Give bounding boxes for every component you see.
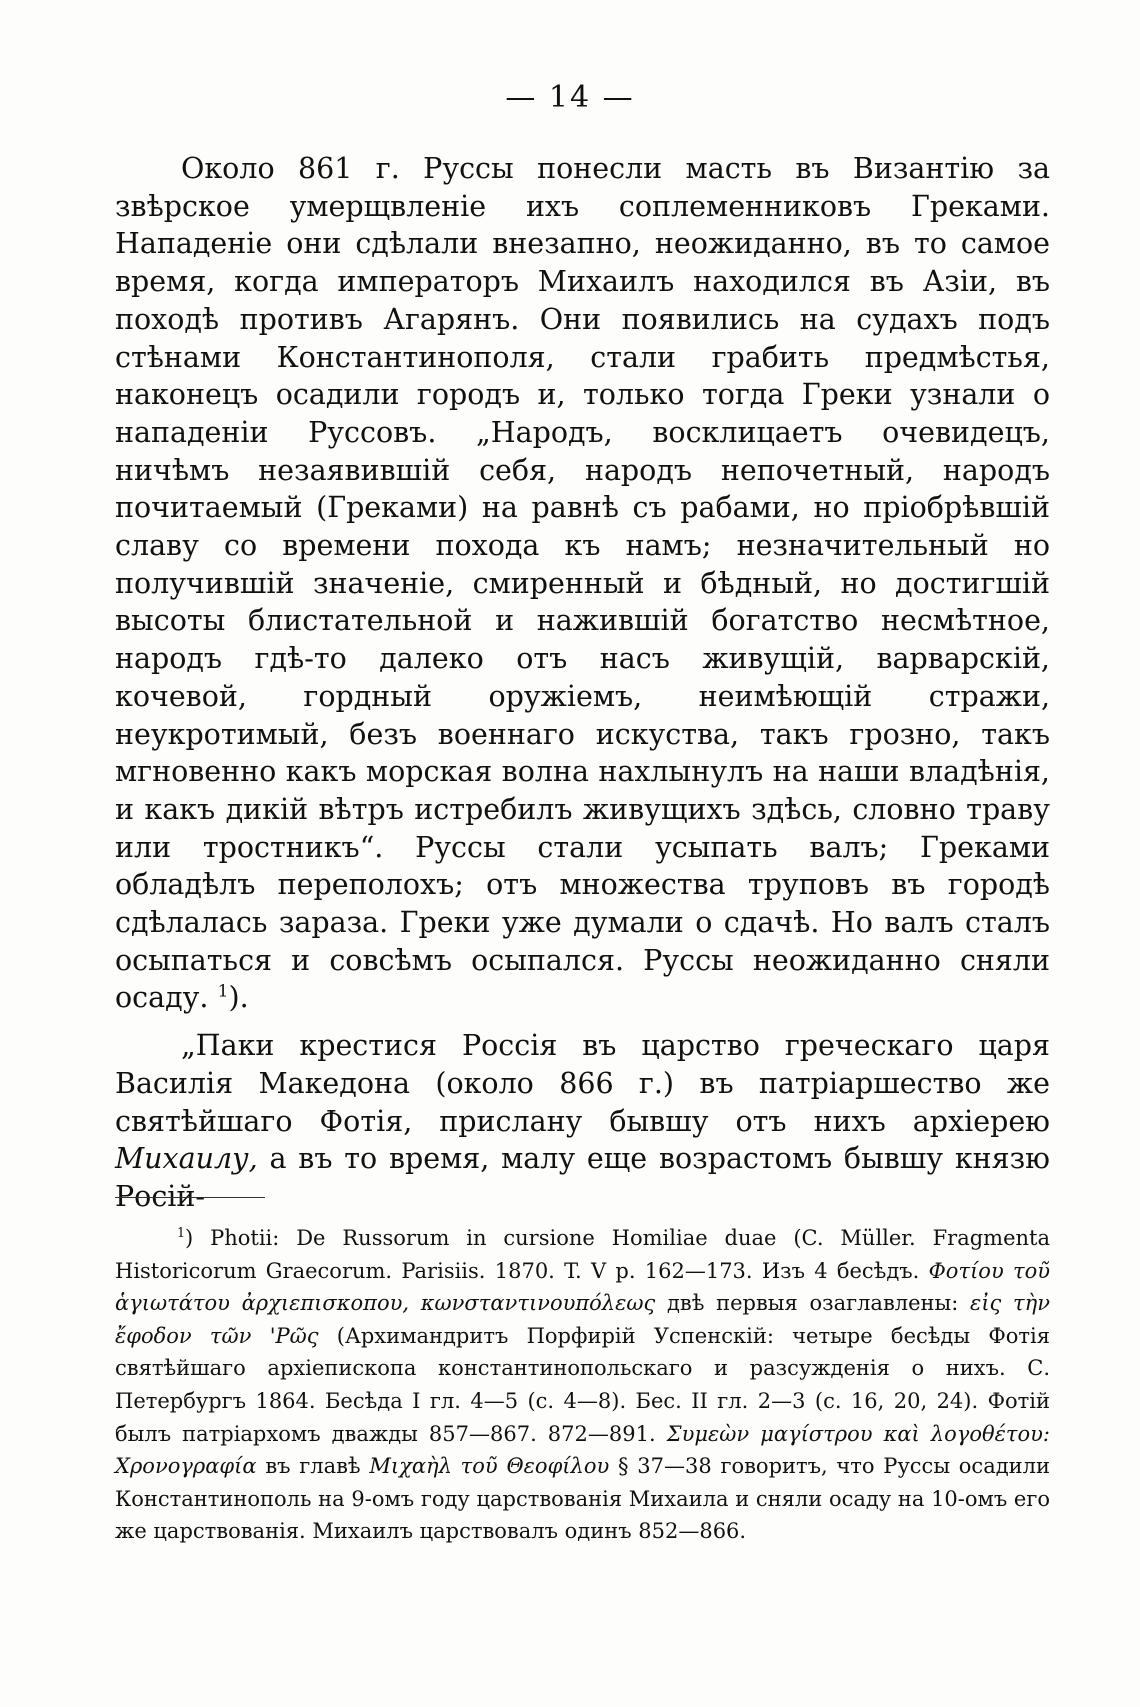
main-text bbox=[115, 150, 1050, 1216]
footnote-text-5: § 37—38 говоритъ, что Руссы осадили Константинополь на 9-омъ году царствованія Михаила и сняли осаду на 10-омъ его же царствованія. Михаилъ царствовалъ одинъ 852—866. bbox=[115, 1454, 1050, 1544]
footnote-divider bbox=[115, 1197, 265, 1198]
paragraph-1 bbox=[115, 150, 1050, 1017]
footnote-text-3: (Архимандритъ Порфирій Успенскій: четыре бесѣды Фотія святѣйшаго архіепископа константинопольскаго и разсужденія о нихъ. С. Петербургъ 1864. Бесѣда I гл. 4—5 (с. 4—8). Бес. II гл. 2—3 (с. 16, 20, 24). Фотій былъ патріархомъ дважды 857—867. 872—891. bbox=[115, 1323, 1050, 1446]
footnote-greek-2: εἰς τὴν ἔφοδον τῶν 'Ρῶς bbox=[115, 1291, 1050, 1348]
footnote-greek-1: Φοτίου τοῦ ἁγιωτάτου ἀρχιεπισκοπου, κωνσταντινουπόλεως bbox=[115, 1258, 1050, 1316]
paragraph-2 bbox=[115, 1027, 1050, 1216]
page-number: — 14 — bbox=[505, 80, 635, 115]
footnote-paragraph bbox=[115, 1222, 1050, 1548]
footnote-text-1: ) Photii: De Russorum in cursione Homiliae duae (C. Müller. Fragmenta Historicorum Graecorum. Parisiis. 1870. T. V p. 162—173. Изъ 4 бесѣдъ. bbox=[115, 1226, 1050, 1283]
paragraph-2-text: „Паки крестися Россія въ царство греческаго царя Василія Македона (около 866 г.) въ патріаршество же святѣйшаго Фотія, прислану бывшу отъ нихъ архіерею bbox=[115, 1029, 1050, 1138]
footnote-mark: 1 bbox=[177, 1225, 186, 1240]
paragraph-2-name: Михаилу, bbox=[115, 1142, 258, 1176]
footnote-greek-3: Συμεὼν μαγίστρου καὶ λογοθέτου: Χρονογραφία bbox=[115, 1421, 1050, 1479]
paragraph-1-text: Около 861 г. Руссы понесли масть въ Византію за звѣрское умерщвленіе ихъ соплеменниковъ Греками. Нападеніе они сдѣлали внезапно, неожиданно, въ то самое время, когда императоръ Михаилъ находился въ Азіи, въ походѣ противъ Агарянъ. Они появились на судахъ подъ стѣнами Константинополя, стали грабить предмѣстья, наконецъ осадили городъ и, только тогда Греки узнали о нападеніи Руссовъ. „Народъ, восклицаетъ очевидецъ, ничѣмъ незаявившій себя, народъ непочетный, народъ почитаемый (Греками) на равнѣ съ рабами, но пріобрѣвшій славу со времени похода къ намъ; незначительный но получившій значеніе, смиренный и бѣдный, но достигшій высоты блистательной и нажившій богатство несмѣтное, народъ гдѣ-то далеко отъ насъ живущій, варварскій, кочевой, гордный оружіемъ, неимѣющій стражи, неукротимый, безъ военнаго искуства, такъ грозно, такъ мгновенно какъ морская волна нахлынулъ на наши владѣнія, и какъ дикій вѣтръ истребилъ живущихъ здѣсь, словно траву или тростникъ“. Руссы стали усыпать валъ; Греками обладѣлъ переполохъ; отъ множества труповъ въ городѣ сдѣлалась зараза. Греки уже думали о сдачѣ. Но валъ сталъ осыпаться и совсѣмъ осыпался. Руссы неожиданно сняли осаду. bbox=[115, 152, 1050, 1015]
footnote-text-2: двѣ первыя озаглавлены: bbox=[666, 1291, 959, 1316]
footnote bbox=[115, 1222, 1050, 1548]
paragraph-2-end: а въ то время, малу еще возрастомъ бывшу князю Росій- bbox=[115, 1142, 1050, 1213]
footnote-text-4: въ главѣ bbox=[265, 1454, 361, 1479]
footnote-reference: 1 bbox=[217, 981, 229, 1002]
footnote-greek-4: Μιχαὴλ τοῦ Θεοφίλου bbox=[369, 1454, 610, 1479]
paragraph-1-end: ). bbox=[228, 981, 249, 1015]
